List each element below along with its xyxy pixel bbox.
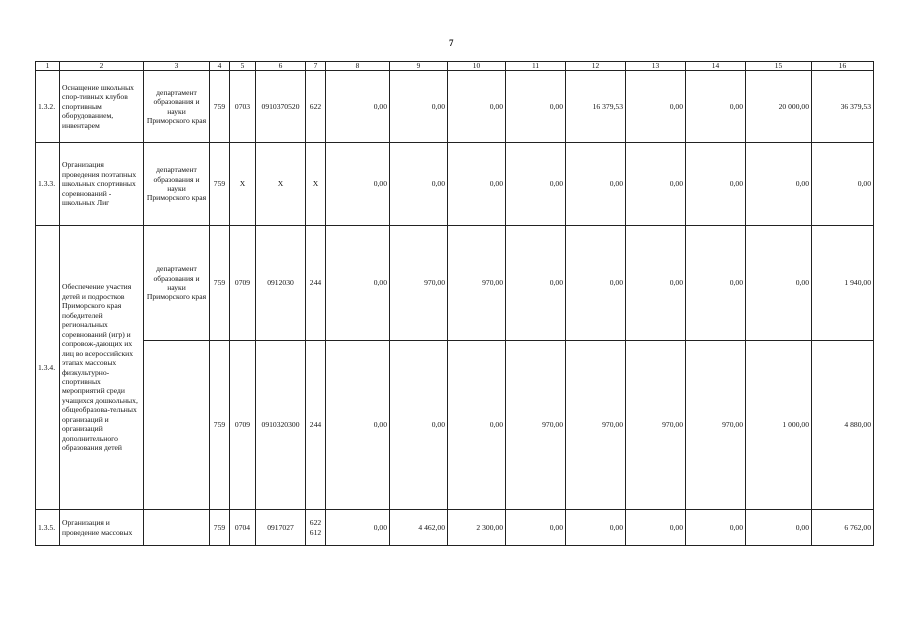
row-number: 1.3.5.: [36, 510, 60, 546]
value-cell: 0,00: [746, 510, 812, 546]
code-target: 0912030: [256, 226, 306, 341]
value-cell: 0,00: [390, 341, 448, 510]
header-cell: 3: [144, 62, 210, 71]
value-cell: 970,00: [566, 341, 626, 510]
header-cell: 9: [390, 62, 448, 71]
value-cell: 0,00: [746, 143, 812, 226]
measure-name: Организация и проведение массовых: [60, 510, 144, 546]
value-cell: 0,00: [686, 143, 746, 226]
header-cell: 8: [326, 62, 390, 71]
value-cell: 0,00: [626, 226, 686, 341]
value-cell: 0,00: [506, 71, 566, 143]
header-cell: 5: [230, 62, 256, 71]
value-cell: 970,00: [506, 341, 566, 510]
measure-name: Оснащение школьных спор-тивных клубов спортивным оборудованием, инвентарем: [60, 71, 144, 143]
code-section: 0703: [230, 71, 256, 143]
header-cell: 1: [36, 62, 60, 71]
value-total: 4 880,00: [812, 341, 874, 510]
value-cell: 0,00: [506, 143, 566, 226]
value-cell: 0,00: [566, 143, 626, 226]
measure-name: Обеспечение участия детей и подростков Приморского края победителей региональных соревнований (игр) и сопровож-дающих их лиц во всероссийских этапах массовых физкультурно-спортивных мероприятий среди учащихся дошкольных, общеобразова-тельных организаций и организаций дополнительного образования детей: [60, 226, 144, 510]
value-cell: 0,00: [390, 71, 448, 143]
header-cell: 4: [210, 62, 230, 71]
table-row: [36, 143, 874, 226]
code-expense-type: [306, 510, 326, 546]
code-section: 0709: [230, 226, 256, 341]
code-target: Х: [256, 143, 306, 226]
value-cell: 0,00: [626, 143, 686, 226]
header-cell: 13: [626, 62, 686, 71]
value-cell: 0,00: [566, 510, 626, 546]
value-total: 0,00: [812, 143, 874, 226]
budget-table: [35, 61, 874, 546]
value-cell: 0,00: [686, 71, 746, 143]
value-cell: 0,00: [506, 510, 566, 546]
code-target: 0910370520: [256, 71, 306, 143]
row-number: 1.3.4.: [36, 226, 60, 510]
code-expense-type: 244: [306, 341, 326, 510]
code-target: 0917027: [256, 510, 306, 546]
value-cell: 0,00: [448, 143, 506, 226]
code-section: 0709: [230, 341, 256, 510]
department: департамент образования и науки Приморского края: [144, 143, 210, 226]
header-cell: 7: [306, 62, 326, 71]
department: департамент образования и науки Приморского края: [144, 71, 210, 143]
value-cell: 0,00: [326, 71, 390, 143]
code-section: 0704: [230, 510, 256, 546]
header-cell: 11: [506, 62, 566, 71]
value-cell: 970,00: [448, 226, 506, 341]
code-grbs: 759: [210, 143, 230, 226]
value-cell: 970,00: [390, 226, 448, 341]
value-cell: 0,00: [326, 341, 390, 510]
code-expense-type: Х: [306, 143, 326, 226]
header-cell: 6: [256, 62, 306, 71]
code-target: 0910320300: [256, 341, 306, 510]
page-number: 7: [449, 38, 454, 48]
value-cell: 4 462,00: [390, 510, 448, 546]
value-cell: 1 000,00: [746, 341, 812, 510]
header-cell: 14: [686, 62, 746, 71]
value-total: 6 762,00: [812, 510, 874, 546]
header-cell: 15: [746, 62, 812, 71]
department: [144, 510, 210, 546]
code-grbs: 759: [210, 226, 230, 341]
value-cell: 0,00: [390, 143, 448, 226]
value-cell: 20 000,00: [746, 71, 812, 143]
table-row: [36, 510, 874, 546]
department: департамент образования и науки Приморского края: [144, 226, 210, 341]
value-cell: 0,00: [746, 226, 812, 341]
header-row: [36, 62, 874, 71]
table-row: [36, 341, 874, 510]
measure-name: Организация проведения поэтапных школьных спортивных соревнований - школьных Лиг: [60, 143, 144, 226]
header-cell: 10: [448, 62, 506, 71]
code-expense-type: 244: [306, 226, 326, 341]
value-cell: 0,00: [686, 226, 746, 341]
value-cell: 0,00: [626, 71, 686, 143]
value-cell: 0,00: [448, 71, 506, 143]
code-grbs: 759: [210, 510, 230, 546]
value-cell: 16 379,53: [566, 71, 626, 143]
header-cell: 12: [566, 62, 626, 71]
value-cell: 0,00: [326, 143, 390, 226]
code-grbs: 759: [210, 71, 230, 143]
code-expense-type-b: 612: [309, 527, 322, 537]
value-cell: 0,00: [626, 510, 686, 546]
header-cell: 2: [60, 62, 144, 71]
value-cell: 970,00: [686, 341, 746, 510]
department: [144, 341, 210, 510]
row-number: 1.3.3.: [36, 143, 60, 226]
value-cell: 970,00: [626, 341, 686, 510]
value-cell: 0,00: [326, 226, 390, 341]
table-row: [36, 226, 874, 341]
value-cell: 0,00: [566, 226, 626, 341]
value-cell: 0,00: [506, 226, 566, 341]
value-cell: 2 300,00: [448, 510, 506, 546]
code-section: Х: [230, 143, 256, 226]
value-cell: 0,00: [326, 510, 390, 546]
value-cell: 0,00: [448, 341, 506, 510]
code-grbs: 759: [210, 341, 230, 510]
table-row: [36, 71, 874, 143]
code-expense-type: 622: [306, 71, 326, 143]
header-cell: 16: [812, 62, 874, 71]
value-total: 1 940,00: [812, 226, 874, 341]
value-total: 36 379,53: [812, 71, 874, 143]
code-expense-type-a: 622: [309, 518, 322, 528]
row-number: 1.3.2.: [36, 71, 60, 143]
value-cell: 0,00: [686, 510, 746, 546]
